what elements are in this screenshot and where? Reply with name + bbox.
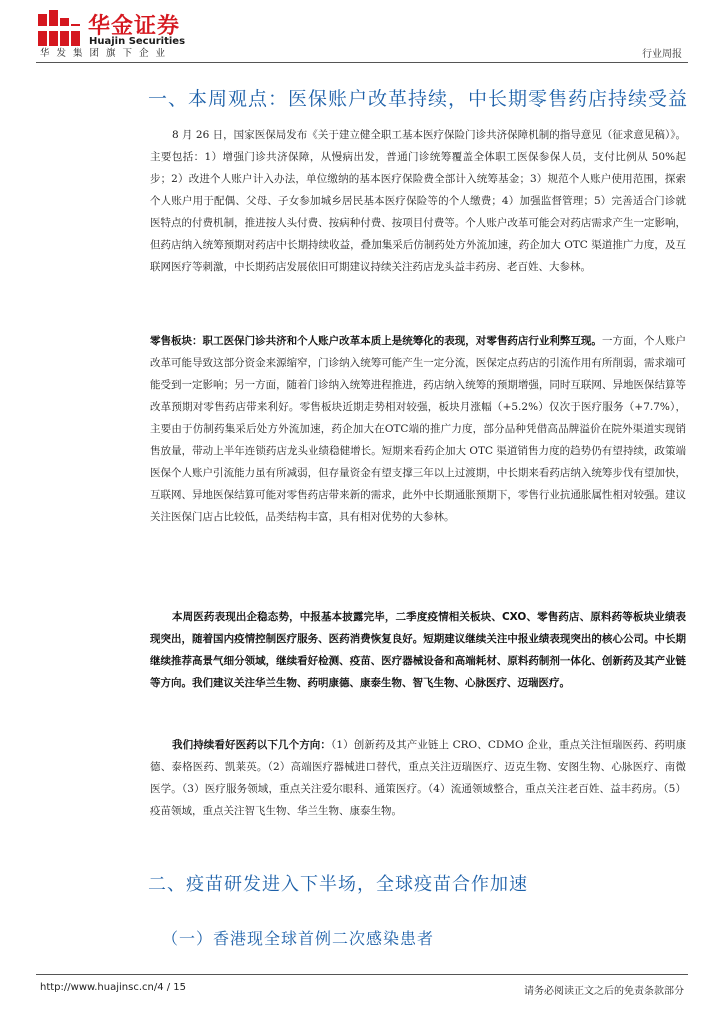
paragraph-directions-body: （1）创新药及其产业链上 CRO、CDMO 企业，重点关注恒瑞医药、药明康德、泰格医药、凯莱英。（2）高端医疗器械进口替代，重点关注迈瑞医疗、迈克生物、安图生物、心脉医疗、南微医学。（3）医疗服务领域，重点关注爱尔眼科、通策医疗。（4）流通领域整合，重点关注老百姓、益丰药房。（5）疫苗领域，重点关注智飞生物、华兰生物、康泰生物。 (150, 739, 687, 817)
report-type-label: 行业周报 (642, 49, 682, 60)
logo-chinese-name: 华金证券 (88, 14, 181, 39)
section-2-subheading: （一）香港现全球首例二次感染患者 (162, 929, 435, 948)
huajin-logo-icon (36, 8, 82, 50)
paragraph-weekly-view-text: 本周医药表现出企稳态势，中报基本披露完毕，二季度疫情相关板块、CXO、零售药店、原料药等板块业绩表现突出，随着国内疫情控制医疗服务、医药消费恢复良好。短期建议继续关注中报业绩表现突出的核心公司。中长期继续推荐高景气细分领域，继续看好检测、疫苗、医疗器械设备和高端耗材、原料药制剂一体化、创新药及其产业链等方向。我们建议关注华兰生物、药明康德、康泰生物、智飞生物、心脉医疗、迈瑞医疗。 (150, 611, 686, 689)
paragraph-directions (150, 734, 686, 822)
paragraph-weekly-view (150, 606, 686, 694)
header-slogan: 华发集团旗下企业 (40, 48, 173, 59)
footer-disclaimer: 请务必阅读正文之后的免责条款部分 (524, 986, 684, 997)
paragraph-retail (150, 330, 686, 528)
paragraph-directions-lead: 我们持续看好医药以下几个方向： (172, 739, 332, 751)
paragraph-retail-lead: 零售板块：职工医保门诊共济和个人账户改革本质上是统筹化的表现，对零售药店行业利弊互现。 (150, 335, 602, 347)
section-2-heading: 二、疫苗研发进入下半场，全球疫苗合作加速 (148, 874, 528, 895)
logo-english-name: Huajin Securities (89, 36, 186, 47)
paragraph-retail-body: 一方面，个人账户改革可能导致这部分资金来源缩窄，门诊纳入统筹可能产生一定分流，医保定点药店的引流作用有所削弱，需求端可能受到一定影响；另一方面，随着门诊纳入统筹进程推进，药店纳入统筹的预期增强，同时互联网、异地医保结算等改革预期对零售药店带来利好。零售板块近期走势相对较强，板块月涨幅（+5.2%）仅次于医疗服务（+7.7%），主要由于仿制药集采后处方外流加速，药企加大在OTC端的推广力度，部分品种凭借高品牌溢价在院外渠道实现销售放量，带动上半年连锁药店龙头业绩稳健增长。短期来看药企加大 OTC 渠道销售力度的趋势仍有望持续，政策端医保个人账户引流能力虽有所减弱，但存量资金有望支撑三年以上过渡期，中长期来看药店纳入统筹步伐有望加快，互联网、异地医保结算可能对零售药店带来新的需求，此外中长期通胀预期下，零售行业抗通胀属性相对较强。建议关注医保门店占比较低，品类结构丰富，具有相对优势的大参林。 (150, 335, 687, 523)
footer-divider (36, 974, 688, 975)
footer-url-page[interactable]: http://www.huajinsc.cn/4 / 15 (40, 982, 187, 993)
paragraph-policy: 8 月 26 日，国家医保局发布《关于建立健全职工基本医疗保险门诊共济保障机制的指导意见（征求意见稿）》。主要包括：1）增强门诊共济保障，从慢病出发，普通门诊统筹覆盖全体职工医保参保人员，支付比例从 50%起步；2）改进个人账户计入办法，单位缴纳的基本医疗保险费全部计入统筹基金；3）规范个人账户使用范围，探索个人账户用于配偶、父母、子女参加城乡居民基本医疗保险等的个人缴费；4）加强监督管理；5）完善适合门诊就医特点的付费机制，推进按人头付费、按病种付费、按项目付费等。个人账户改革可能会对药店需求产生一定影响，但药店纳入统筹预期对药店中长期持续收益，叠加集采后仿制药处方外流加速，药企加大 OTC 渠道推广力度，及互联网医疗等刺激，中长期药店发展依旧可期建议持续关注药店龙头益丰药房、老百姓、大参林。 (150, 129, 686, 273)
header-divider (36, 62, 688, 63)
section-1-heading: 一、本周观点：医保账户改革持续，中长期零售药店持续受益 (148, 88, 689, 110)
